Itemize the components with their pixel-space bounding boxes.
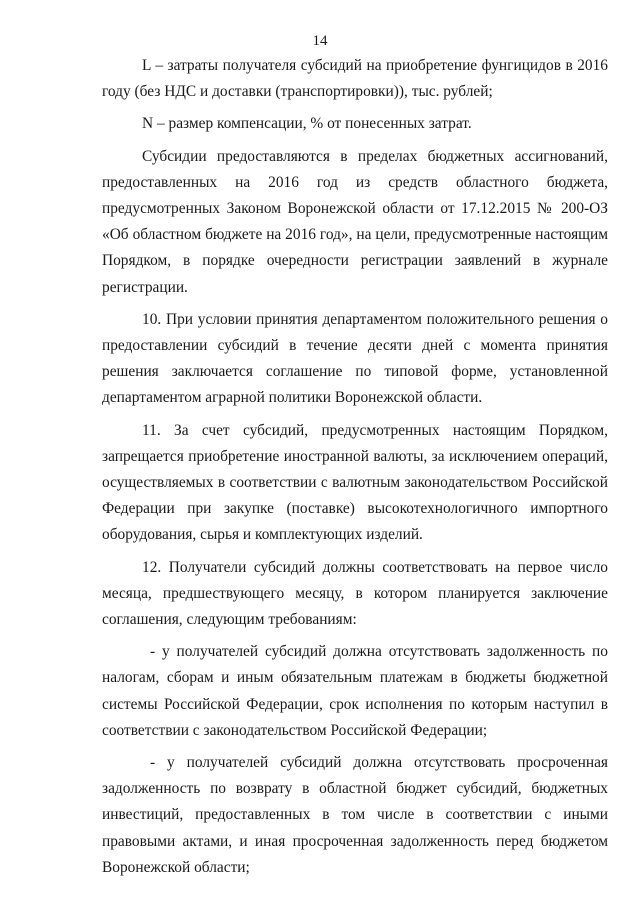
document-body <box>102 53 608 881</box>
paragraph-l-definition: L – затраты получателя субсидий на приобретение фунгицидов в 2016 году (без НДС и доставки (транспортировки)), тыс. рублей; <box>102 57 608 101</box>
paragraph-requirement-tax-debt: - у получателей субсидий должна отсутствовать задолженность по налогам, сборам и иным обязательным платежам в бюджеты бюджетной системы Российской Федерации, срок исполнения по которым наступил в соответствии с законодательством Российской Федерации; <box>102 643 608 739</box>
paragraph-n-definition: N – размер компенсации, % от понесенных затрат. <box>142 115 472 133</box>
paragraph-item-10: 10. При условии принятия департаментом положительного решения о предоставлении субсидий в течение десяти дней с момента принятия решения заключается соглашение по типовой форме, установленной департаментом аграрной политики Воронежской области. <box>102 310 608 407</box>
paragraph-subsidy-budget: Субсидии предоставляются в пределах бюджетных ассигнований, предоставленных на 2016 год из средств областного бюджета, предусмотренных Законом Воронежской области от 17.12.2015 № 200-ОЗ «Об областном бюджете на 2016 год», на цели, предусмотренные настоящим Порядком, в порядке очередности регистрации заявлений в журнале регистрации. <box>102 147 608 296</box>
paragraph-requirement-overdue-debt: - у получателей субсидий должна отсутствовать просроченная задолженность по возврату в областной бюджет субсидий, бюджетных инвестиций, предоставленных в том числе в соответствии с иными правовыми актами, и иная просроченная задолженность перед бюджетом Воронежской области; <box>102 754 608 876</box>
paragraph-item-12: 12. Получатели субсидий должны соответствовать на первое число месяца, предшествующего месяцу, в котором планируется заключение соглашения, следующим требованиям: <box>102 558 608 629</box>
page-number: 14 <box>312 33 328 49</box>
paragraph-item-11: 11. За счет субсидий, предусмотренных настоящим Порядком, запрещается приобретение иностранной валюты, за исключением операций, осуществляемых в соответствии с валютным законодательством Российской Федерации при закупке (поставке) высокотехнологичного импортного оборудования, сырья и комплектующих изделий. <box>102 421 608 544</box>
